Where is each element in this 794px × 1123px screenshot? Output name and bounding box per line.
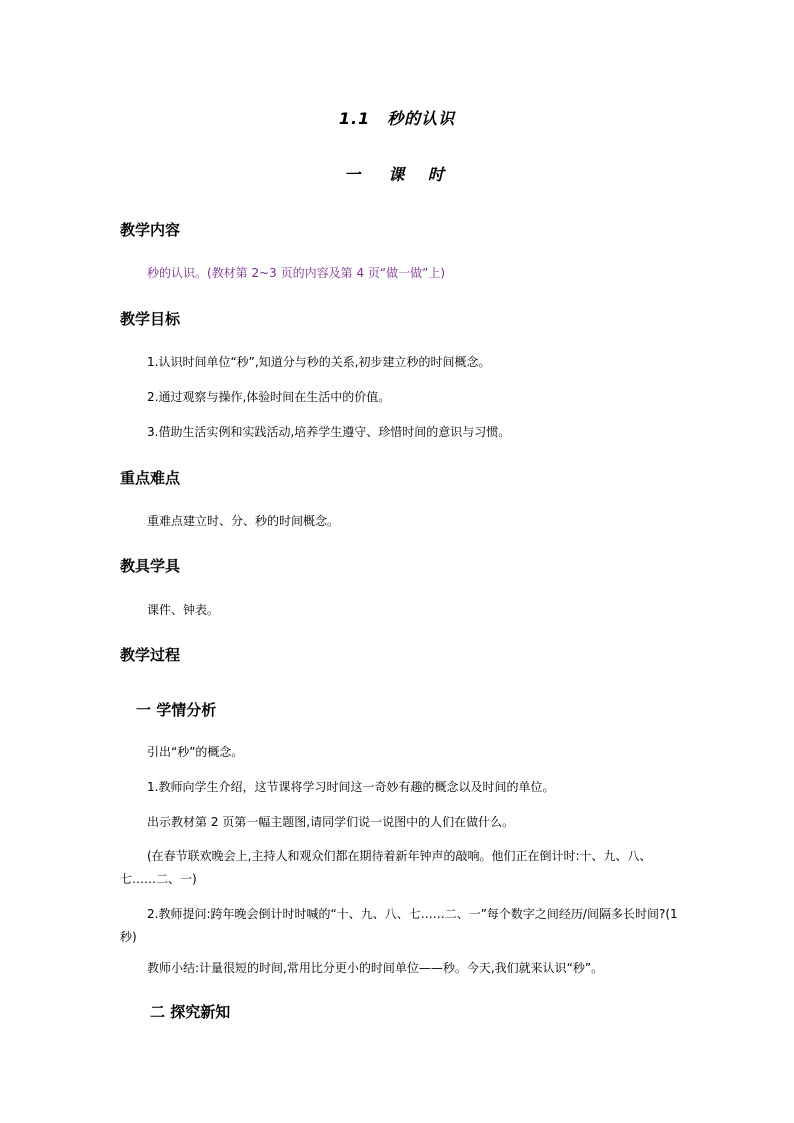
- goal-item-2: 2.通过观察与操作,体验时间在生活中的价值。: [147, 390, 391, 404]
- page-subtitle: 一 课 时: [344, 165, 450, 184]
- goal-item-1: 1.认识时间单位“秒”,知道分与秒的关系,初步建立秒的时间概念。: [147, 355, 491, 369]
- subsection-heading-analysis: 一 学情分析: [136, 701, 217, 719]
- goal-item-3: 3.借助生活实例和实践活动,培养学生遵守、珍惜时间的意识与习惯。: [147, 425, 511, 439]
- section-heading-key: 重点难点: [120, 469, 181, 487]
- section-heading-process: 教学过程: [120, 646, 181, 664]
- tools-text: 课件、钟表。: [147, 603, 220, 617]
- process-line-4: (在春节联欢晚会上,主持人和观众们都在期待着新年钟声的敲响。他们正在倒计时:十、九、八、七……二、一): [120, 849, 652, 886]
- section-heading-tools: 教具学具: [120, 557, 181, 575]
- process-line-5: 2.教师提问:跨年晚会倒计时时喊的“十、九、八、七……二、一”每个数字之间经历/间隔多长时间?(1 秒): [120, 907, 678, 944]
- key-text: 重难点建立时、分、秒的时间概念。: [147, 514, 340, 528]
- page-title: 1.1 秒的认识: [338, 109, 456, 128]
- section-heading-goals: 教学目标: [120, 310, 181, 328]
- subsection-heading-explore: 二 探究新知: [150, 1003, 231, 1021]
- process-line-1: 引出“秒”的概念。: [147, 745, 244, 759]
- content-text: 秒的认识。(教材第 2~3 页的内容及第 4 页“做一做”上): [147, 266, 446, 280]
- process-line-6: 教师小结:计量很短的时间,常用比分更小的时间单位——秒。今天,我们就来认识“秒”。: [147, 961, 604, 975]
- process-line-2: 1.教师向学生介绍，这节课将学习时间这一奇妙有趣的概念以及时间的单位。: [147, 780, 555, 794]
- process-line-3: 出示教材第 2 页第一幅主题图,请同学们说一说图中的人们在做什么。: [147, 815, 515, 829]
- section-heading-content: 教学内容: [120, 221, 181, 239]
